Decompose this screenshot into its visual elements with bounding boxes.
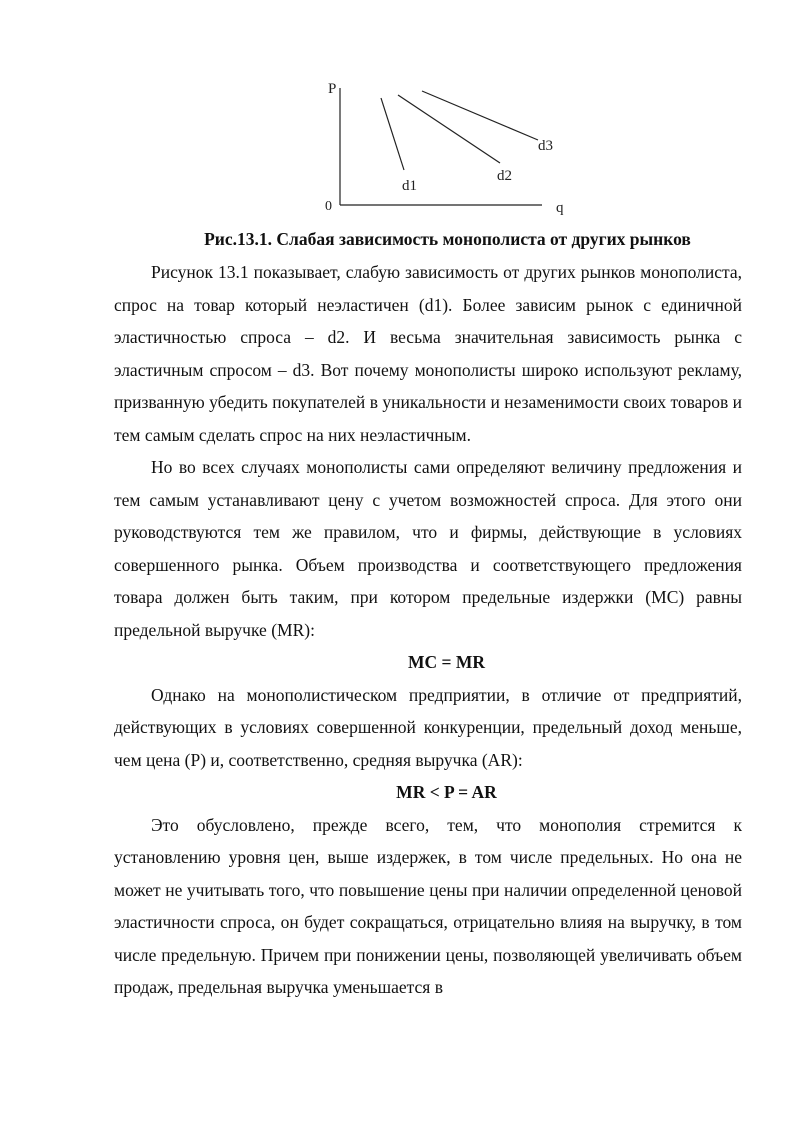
formula-mr-p-ar: MR < P = AR xyxy=(396,782,497,802)
y-axis-label: P xyxy=(328,81,337,97)
figure-caption: Рис.13.1. Слабая зависимость монополиста от других рынков xyxy=(204,229,691,249)
demand-curve-d3 xyxy=(422,91,538,140)
curve-label-d1: d1 xyxy=(402,178,417,194)
paragraph-1: Рисунок 13.1 показывает, слабую зависимость от других рынков монополиста, спрос на товар который неэластичен (d1). Более зависим рынок с единичной эластичностью спроса – d2. И весьма значительная зависимость рынка с эластичным спросом – d3. Вот почему монополисты широко используют рекламу, призванную убедить покупателей в уникальности и незаменимости своих товаров и тем самым сделать спрос на них неэластичным. xyxy=(114,262,742,445)
demand-chart xyxy=(0,0,800,225)
paragraph-4: Это обусловлено, прежде всего, тем, что монополия стремится к установлению уровня цен, выше издержек, в том числе предельных. Но она не может не учитывать того, что повышение цены при наличии определенной ценовой эластичности спроса, он будет сокращаться, отрицательно влияя на выручку, в том числе предельную. Причем при понижении цены, позволяющей увеличивать объем продаж, предельная выручка уменьшается в xyxy=(114,814,742,997)
demand-figure xyxy=(0,0,800,225)
body-text xyxy=(114,256,742,1004)
paragraph-2: Но во всех случаях монополисты сами определяют величину предложения и тем самым устанавливают цену с учетом возможностей спроса. Для этого они руководствуются тем же правилом, что и фирмы, действующие в условиях совершенного рынка. Объем производства и соответствующего предложения товара должен быть таким, при котором предельные издержки (МС) равны предельной выручке (MR): xyxy=(114,457,742,640)
demand-curve-d1 xyxy=(381,98,404,170)
formula-mc-mr: MC = MR xyxy=(407,652,486,672)
demand-curves xyxy=(381,91,553,194)
demand-curve-d2 xyxy=(398,95,500,163)
curve-label-d2: d2 xyxy=(497,168,512,184)
origin-label: 0 xyxy=(325,199,332,214)
curve-label-d3: d3 xyxy=(538,138,553,154)
x-axis-label: q xyxy=(556,200,564,216)
paragraph-3: Однако на монополистическом предприятии, в отличие от предприятий, действующих в условиях совершенной конкуренции, предельный доход меньше, чем цена (P) и, соответственно, средняя выручка (AR): xyxy=(114,684,742,770)
